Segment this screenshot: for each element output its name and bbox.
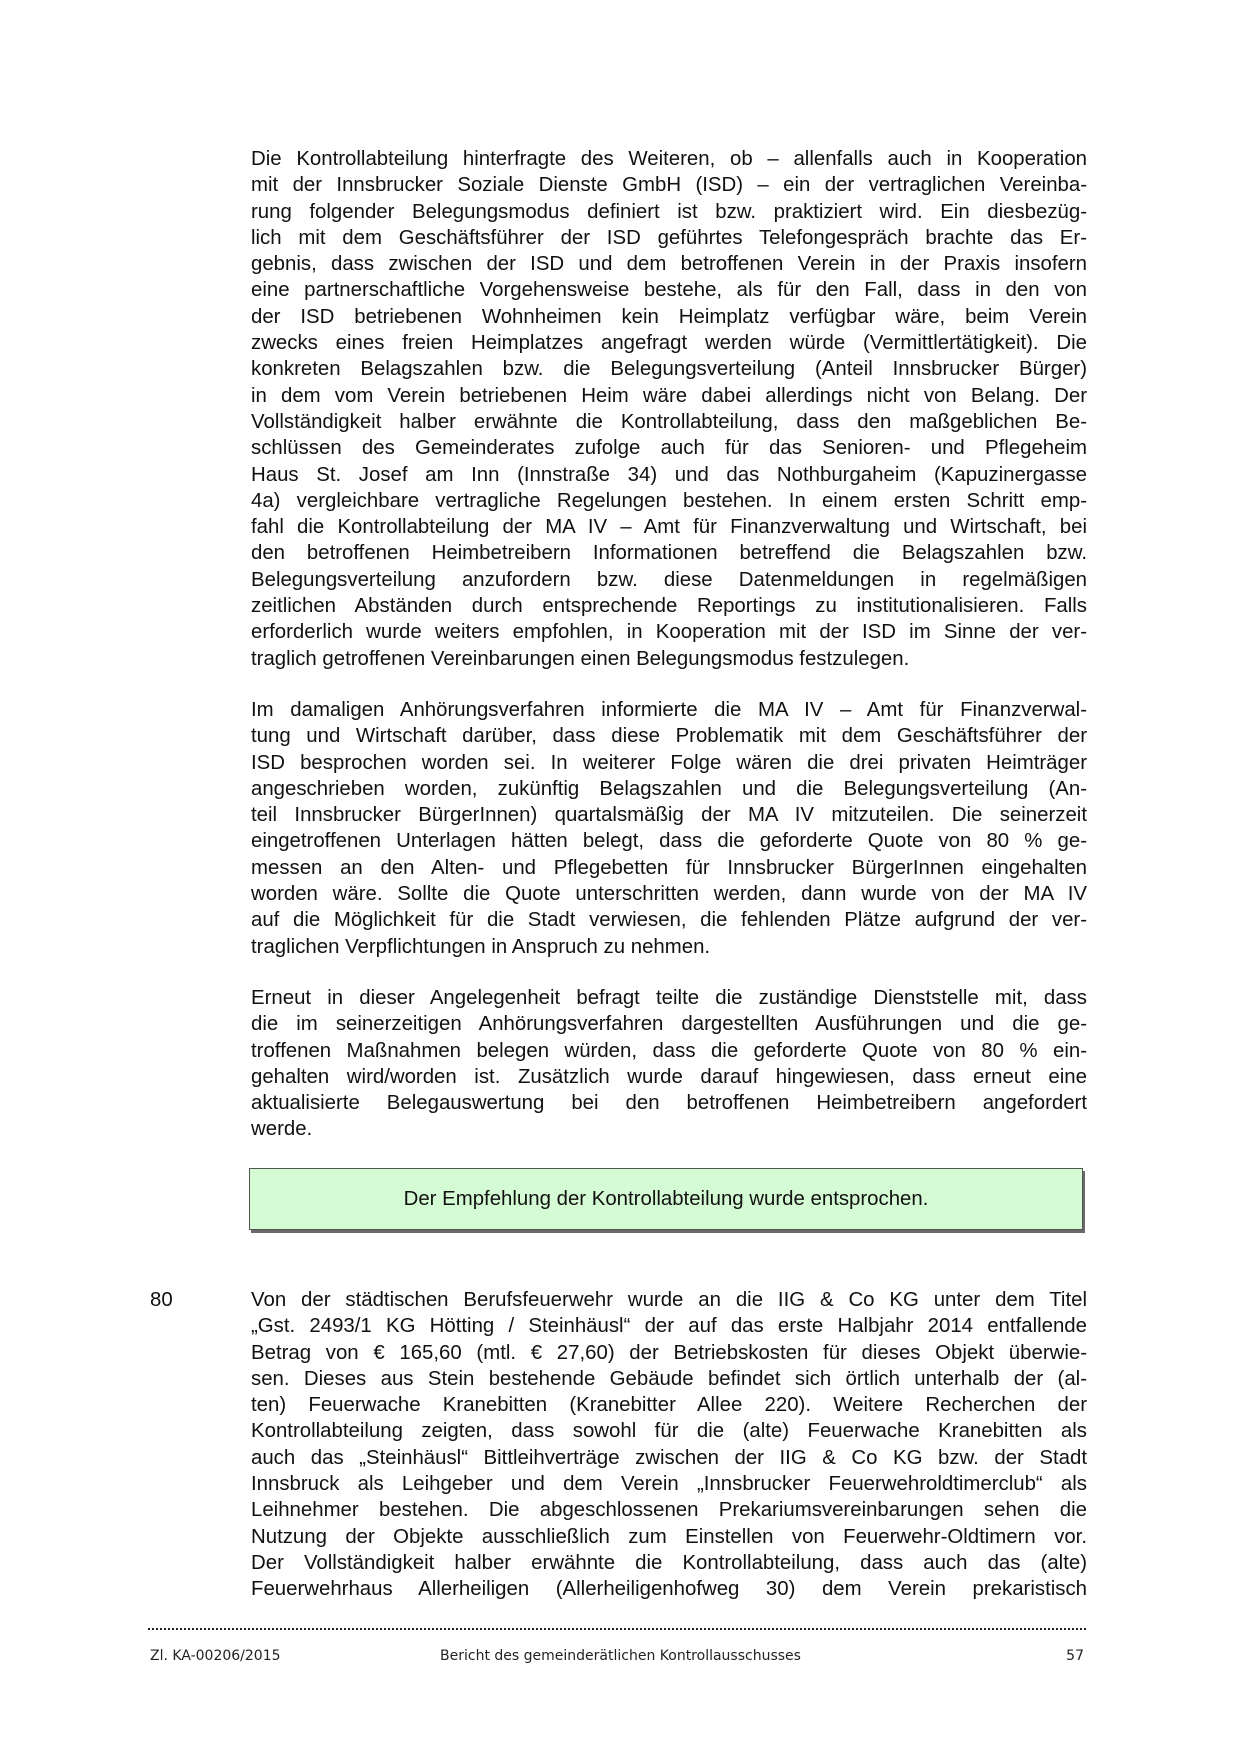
text-line: auf die Möglichkeit für die Stadt verwiesen, die fehlenden Plätze aufgrund der ver- [251, 909, 1087, 932]
text-line: ten) Feuerwache Kranebitten (Kranebitter Allee 220). Weitere Recherchen der [251, 1394, 1087, 1417]
text-line: Haus St. Josef am Inn (Innstraße 34) und das Nothburgaheim (Kapuzinergasse [251, 463, 1087, 486]
text-line: Die Kontrollabteilung hinterfragte des Weiteren, ob – allenfalls auch in Kooperation [251, 148, 1087, 170]
text-line: 4a) vergleichbare vertragliche Regelungen bestehen. In einem ersten Schritt emp- [251, 489, 1087, 512]
text-line: Im damaligen Anhörungsverfahren informierte die MA IV – Amt für Finanzverwal- [251, 699, 1087, 721]
text-line: tung und Wirtschaft darüber, dass diese Problematik mit dem Geschäftsführer der [251, 725, 1087, 748]
text-line: ISD besprochen worden sei. In weiterer Folge wären die drei privaten Heimträger [251, 751, 1087, 774]
text-line: schlüssen des Gemeinderates zufolge auch für das Senioren- und Pflegeheim [251, 437, 1087, 460]
text-line: Von der städtischen Berufsfeuerwehr wurde an die IIG & Co KG unter dem Titel [251, 1289, 1087, 1311]
text-line: werde. [251, 1118, 313, 1141]
text-line: der ISD betriebenen Wohnheimen kein Heimplatz verfügbar wäre, beim Verein [251, 305, 1087, 328]
text-line: die im seinerzeitigen Anhörungsverfahren dargestellten Ausführungen und die ge- [251, 1013, 1087, 1036]
text-line: Belegungsverteilung anzufordern bzw. diese Datenmeldungen in regelmäßigen [251, 568, 1087, 591]
text-line: gehalten wird/worden ist. Zusätzlich wurde darauf hingewiesen, dass erneut eine [251, 1065, 1087, 1088]
text-line: Nutzung der Objekte ausschließlich zum Einstellen von Feuerwehr-Oldtimern vor. [251, 1525, 1087, 1548]
page-number: 57 [1066, 1648, 1084, 1664]
paragraph-1 [251, 146, 1087, 672]
text-line: eingetroffenen Unterlagen hätten belegt, dass die geforderte Quote von 80 % ge- [251, 830, 1087, 853]
text-line: gebnis, dass zwischen der ISD und dem betroffenen Verein in der Praxis insofern [251, 253, 1087, 276]
text-line: messen an den Alten- und Pflegebetten für Innsbrucker BürgerInnen eingehalten [251, 856, 1087, 879]
paragraph-3 [251, 985, 1087, 1143]
text-line: worden wäre. Sollte die Quote unterschritten werden, dann wurde von der MA IV [251, 883, 1087, 906]
text-line: „Gst. 2493/1 KG Hötting / Steinhäusl“ der auf das erste Halbjahr 2014 entfallende [251, 1315, 1087, 1338]
recommendation-text: Der Empfehlung der Kontrollabteilung wurde entsprochen. [403, 1187, 929, 1210]
text-line: Feuerwehrhaus Allerheiligen (Allerheiligenhofweg 30) dem Verein prekaristisch [251, 1578, 1087, 1601]
item-number: 80 [150, 1289, 173, 1311]
text-line: Erneut in dieser Angelegenheit befragt teilte die zuständige Dienststelle mit, dass [251, 987, 1087, 1009]
text-line: Leihnehmer bestehen. Die abgeschlossenen Prekariumsvereinbarungen sehen die [251, 1499, 1087, 1522]
footer-reference: Zl. KA-00206/2015 [150, 1648, 281, 1664]
text-line: Der Vollständigkeit halber erwähnte die Kontrollabteilung, dass auch das (alte) [251, 1551, 1087, 1574]
text-line: traglich getroffenen Vereinbarungen einen Belegungsmodus festzulegen. [251, 647, 910, 670]
text-line: erforderlich wurde weiters empfohlen, in Kooperation mit der ISD im Sinne der ver- [251, 621, 1087, 644]
paragraph-4 [251, 1287, 1087, 1603]
recommendation-box [249, 1168, 1083, 1230]
text-line: Vollständigkeit halber erwähnte die Kontrollabteilung, dass den maßgeblichen Be- [251, 410, 1087, 433]
text-line: Betrag von € 165,60 (mtl. € 27,60) der Betriebskosten für dieses Objekt überwie- [251, 1341, 1087, 1364]
text-line: zeitlichen Abständen durch entsprechende Reportings zu institutionalisieren. Falls [251, 595, 1087, 618]
footer-divider [148, 1628, 1086, 1630]
text-line: sen. Dieses aus Stein bestehende Gebäude befindet sich örtlich unterhalb der (al- [251, 1367, 1087, 1390]
text-line: angeschrieben worden, zukünftig Belagszahlen und die Belegungsverteilung (An- [251, 777, 1087, 800]
text-line: in dem vom Verein betriebenen Heim wäre dabei allerdings nicht von Belang. Der [251, 384, 1087, 407]
text-line: rung folgender Belegungsmodus definiert ist bzw. praktiziert wird. Ein diesbezüg- [251, 200, 1087, 223]
text-line: auch das „Steinhäusl“ Bittleihverträge zwischen der IIG & Co KG bzw. der Stadt [251, 1446, 1087, 1469]
text-line: lich mit dem Geschäftsführer der ISD geführtes Telefongespräch brachte das Er- [251, 226, 1087, 249]
text-line: aktualisierte Belegauswertung bei den betroffenen Heimbetreibern angefordert [251, 1092, 1087, 1115]
text-line: zwecks eines freien Heimplatzes angefragt werden würde (Vermittlertätigkeit). Die [251, 332, 1087, 355]
text-line: fahl die Kontrollabteilung der MA IV – Amt für Finanzverwaltung und Wirtschaft, bei [251, 516, 1087, 539]
footer-title: Bericht des gemeinderätlichen Kontrollausschusses [440, 1648, 801, 1664]
text-line: Kontrollabteilung zeigten, dass sowohl für die (alte) Feuerwache Kranebitten als [251, 1420, 1087, 1443]
text-line: mit der Innsbrucker Soziale Dienste GmbH (ISD) – ein der vertraglichen Vereinba- [251, 174, 1087, 197]
paragraph-2 [251, 697, 1087, 960]
text-line: konkreten Belagszahlen bzw. die Belegungsverteilung (Anteil Innsbrucker Bürger) [251, 358, 1087, 381]
text-line: troffenen Maßnahmen belegen würden, dass die geforderte Quote von 80 % ein- [251, 1039, 1087, 1062]
text-line: eine partnerschaftliche Vorgehensweise bestehe, als für den Fall, dass in den von [251, 279, 1087, 302]
text-line: traglichen Verpflichtungen in Anspruch zu nehmen. [251, 935, 711, 958]
text-line: teil Innsbrucker BürgerInnen) quartalsmäßig der MA IV mitzuteilen. Die seinerzeit [251, 804, 1087, 827]
text-line: den betroffenen Heimbetreibern Informationen betreffend die Belagszahlen bzw. [251, 542, 1087, 565]
text-line: Innsbruck als Leihgeber und dem Verein „Innsbrucker Feuerwehroldtimerclub“ als [251, 1473, 1087, 1496]
